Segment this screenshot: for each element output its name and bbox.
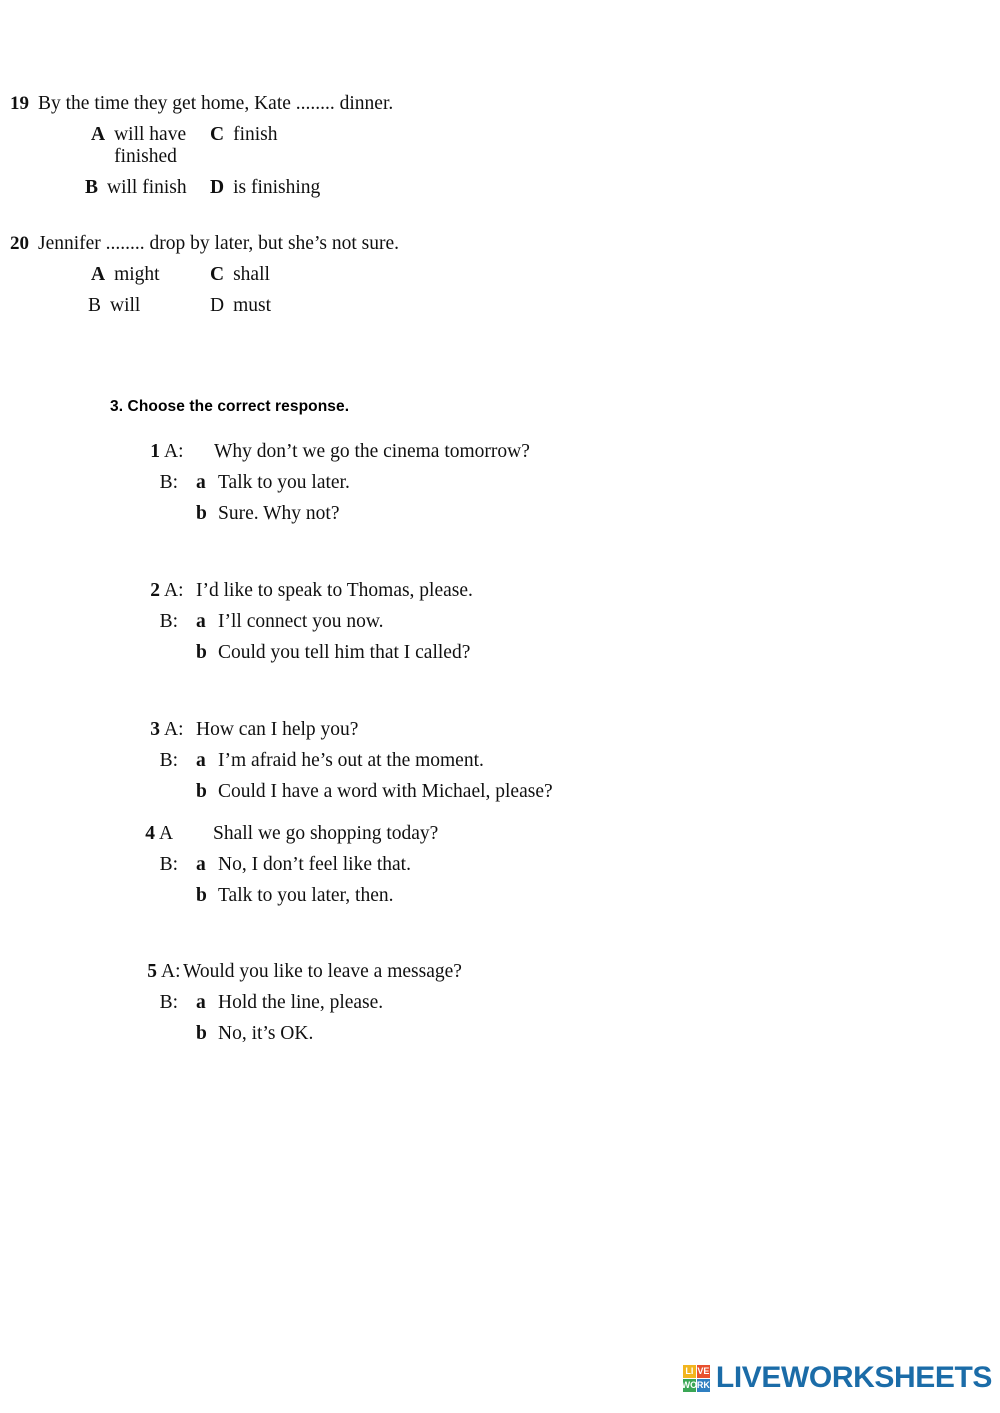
dialogue-item-1 [0, 441, 1000, 525]
dialogue-5-option-a[interactable] [0, 992, 1000, 1014]
question-19-options-row-2 [0, 177, 1000, 199]
logo-cell: LI [683, 1365, 696, 1378]
dialogue-1-b-label: B: [159, 472, 178, 493]
option-text: is finishing [233, 177, 321, 198]
dialogue-4-number: 4 [145, 823, 155, 844]
option-letter: a [196, 750, 206, 771]
question-20-stem-row [0, 233, 1000, 255]
dialogue-1-number: 1 [150, 441, 160, 462]
option-text: will finish [107, 177, 187, 198]
dialogue-2-a-line [0, 580, 1000, 602]
question-20-option-b[interactable] [0, 295, 210, 317]
question-19-option-a[interactable] [0, 124, 210, 168]
option-text: No, I don’t feel like that. [218, 854, 411, 875]
question-19-option-c[interactable] [210, 124, 510, 168]
dialogue-4-option-b[interactable] [0, 885, 1000, 907]
dialogue-5-a-label: A: [161, 961, 181, 982]
option-text: Could I have a word with Michael, please? [218, 781, 553, 802]
dialogue-1-a-label: A: [164, 441, 184, 462]
question-19-option-b[interactable] [0, 177, 210, 199]
logo-cell: WO [681, 1379, 698, 1390]
option-text: I’m afraid he’s out at the moment. [218, 750, 484, 771]
question-20 [0, 233, 1000, 317]
logo-cell: VE [697, 1365, 710, 1376]
option-text: Talk to you later, then. [218, 885, 394, 906]
option-letter: B [88, 295, 102, 316]
option-letter: a [196, 611, 206, 632]
option-letter: D [210, 295, 225, 316]
option-text: I’ll connect you now. [218, 611, 384, 632]
question-20-option-d[interactable] [210, 295, 510, 317]
dialogue-5-a-text: Would you like to leave a message? [183, 961, 462, 982]
dialogue-2-option-a[interactable] [0, 611, 1000, 633]
option-text: finish [233, 124, 278, 145]
logo-wordmark: LIVEWORKSHEETS [715, 1361, 992, 1394]
dialogue-item-5 [0, 961, 1000, 1045]
option-letter: b [196, 642, 207, 663]
option-text: must [233, 295, 272, 316]
dialogue-2-number: 2 [150, 580, 160, 601]
option-letter: D [210, 177, 225, 198]
dialogue-5-number: 5 [147, 961, 157, 982]
liveworksheets-logo[interactable] [683, 1361, 992, 1395]
question-20-option-c[interactable] [210, 264, 510, 286]
dialogue-3-a-text: How can I help you? [196, 719, 359, 740]
dialogue-2-a-label: A: [164, 580, 184, 601]
question-20-number: 20 [10, 233, 29, 254]
option-letter: a [196, 472, 206, 493]
option-letter: b [196, 503, 207, 524]
dialogue-item-3 [0, 719, 1000, 803]
question-20-option-a[interactable] [0, 264, 210, 286]
question-20-options-row-2 [0, 295, 1000, 317]
option-letter: a [196, 854, 206, 875]
question-19-stem-row [0, 93, 1000, 115]
dialogue-3-a-line [0, 719, 1000, 741]
option-text: Could you tell him that I called? [218, 642, 471, 663]
dialogue-3-option-a[interactable] [0, 750, 1000, 772]
dialogue-3-a-label: A: [164, 719, 184, 740]
question-19 [0, 93, 1000, 199]
section-3-heading: 3. Choose the correct response. [110, 398, 350, 415]
option-text: will [110, 295, 141, 316]
option-letter: A [91, 124, 106, 145]
question-19-stem: By the time they get home, Kate ........ dinner. [38, 93, 394, 114]
dialogue-item-2 [0, 580, 1000, 664]
dialogue-2-a-text: I’d like to speak to Thomas, please. [196, 580, 473, 601]
option-letter: b [196, 781, 207, 802]
option-text: Sure. Why not? [218, 503, 340, 524]
question-19-option-d[interactable] [210, 177, 510, 199]
question-19-options-row-1 [0, 124, 1000, 168]
option-text: will have finished [114, 124, 187, 167]
dialogue-5-option-b[interactable] [0, 1023, 1000, 1045]
dialogue-4-a-line [0, 823, 1000, 845]
dialogue-1-a-line [0, 441, 1000, 463]
option-text: Talk to you later. [218, 472, 350, 493]
option-letter: C [210, 124, 225, 145]
option-text: might [114, 264, 160, 285]
dialogue-1-a-text: Why don’t we go the cinema tomorrow? [214, 441, 530, 462]
logo-cube-icon [683, 1365, 710, 1392]
option-text: Hold the line, please. [218, 992, 384, 1013]
dialogue-1-option-b[interactable] [0, 503, 1000, 525]
option-letter: a [196, 992, 206, 1013]
dialogue-4-b-label: B: [159, 854, 178, 875]
option-letter: b [196, 1023, 207, 1044]
dialogue-3-b-label: B: [159, 750, 178, 771]
option-letter: A [91, 264, 106, 285]
dialogue-4-a-label: A [159, 823, 174, 844]
dialogue-1-option-a[interactable] [0, 472, 1000, 494]
dialogue-item-4 [0, 823, 1000, 907]
logo-cell: RK [696, 1379, 710, 1390]
dialogue-5-a-line [0, 961, 1000, 983]
dialogue-2-option-b[interactable] [0, 642, 1000, 664]
dialogue-3-option-b[interactable] [0, 781, 1000, 803]
question-19-number: 19 [10, 93, 29, 114]
dialogue-5-b-label: B: [159, 992, 178, 1013]
option-letter: B [85, 177, 99, 198]
option-text: No, it’s OK. [218, 1023, 314, 1044]
dialogue-4-option-a[interactable] [0, 854, 1000, 876]
dialogue-3-number: 3 [150, 719, 160, 740]
question-20-stem: Jennifer ........ drop by later, but she’s not sure. [38, 233, 399, 254]
option-text: shall [233, 264, 270, 285]
dialogue-4-a-text: Shall we go shopping today? [213, 823, 439, 844]
option-letter: b [196, 885, 207, 906]
question-20-options-row-1 [0, 264, 1000, 286]
option-letter: C [210, 264, 225, 285]
dialogue-2-b-label: B: [159, 611, 178, 632]
